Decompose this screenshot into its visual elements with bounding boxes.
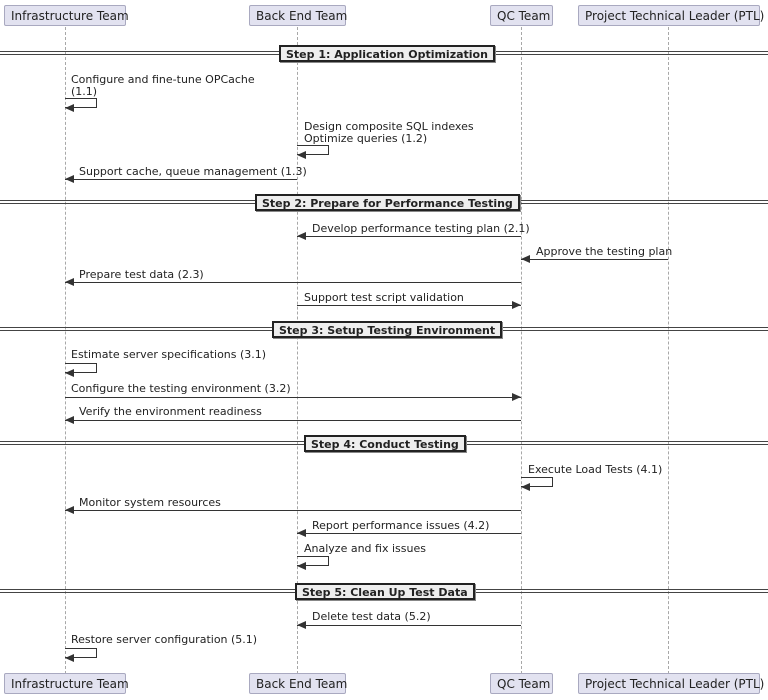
message-label-5-1: Restore server configuration (5.1) — [71, 633, 258, 646]
message-label-5-2: Delete test data (5.2) — [312, 610, 431, 623]
lifeline-qc-team — [521, 27, 522, 674]
message-label-analyze-fix: Analyze and fix issues — [304, 542, 426, 555]
step-2-label: Step 2: Prepare for Performance Testing — [255, 194, 520, 211]
arrowhead-left-icon — [297, 562, 306, 570]
arrowhead-left-icon — [521, 255, 530, 263]
lifeline-back-end-team — [297, 27, 298, 674]
message-label-1-2: Design composite SQL indexes Optimize queries (1.2) — [304, 120, 474, 145]
arrowhead-left-icon — [65, 369, 74, 377]
arrowhead-left-icon — [297, 621, 306, 629]
step-4-label: Step 4: Conduct Testing — [304, 435, 466, 452]
arrowhead-left-icon — [297, 529, 306, 537]
message-arrow — [65, 510, 521, 511]
participant-infrastructure-team-top: Infrastructure Team — [4, 5, 126, 26]
message-arrow — [65, 179, 297, 180]
message-arrow — [297, 236, 521, 237]
message-arrow — [297, 533, 521, 534]
message-arrow — [65, 282, 521, 283]
lifeline-infrastructure-team — [65, 27, 66, 674]
step-5-label: Step 5: Clean Up Test Data — [295, 583, 475, 600]
participant-ptl-top: Project Technical Leader (PTL) — [578, 5, 760, 26]
arrowhead-right-icon — [512, 393, 521, 401]
participant-back-end-team-bottom: Back End Team — [249, 673, 346, 694]
message-label-script-validation: Support test script validation — [304, 291, 464, 304]
message-label-1-3: Support cache, queue management (1.3) — [79, 165, 307, 178]
message-arrow — [65, 420, 521, 421]
arrowhead-right-icon — [512, 301, 521, 309]
arrowhead-left-icon — [297, 151, 306, 159]
message-arrow — [65, 397, 521, 398]
lifeline-ptl — [668, 27, 669, 674]
participant-qc-team-top: QC Team — [490, 5, 553, 26]
message-label-4-1: Execute Load Tests (4.1) — [528, 463, 663, 476]
arrowhead-left-icon — [297, 232, 306, 240]
participant-qc-team-bottom: QC Team — [490, 673, 553, 694]
arrowhead-left-icon — [65, 104, 74, 112]
arrowhead-left-icon — [65, 175, 74, 183]
arrowhead-left-icon — [65, 654, 74, 662]
arrowhead-left-icon — [521, 483, 530, 491]
message-label-approve: Approve the testing plan — [536, 245, 673, 258]
participant-ptl-bottom: Project Technical Leader (PTL) — [578, 673, 760, 694]
arrowhead-left-icon — [65, 416, 74, 424]
arrowhead-left-icon — [65, 506, 74, 514]
step-1-label: Step 1: Application Optimization — [279, 45, 495, 62]
message-label-4-2: Report performance issues (4.2) — [312, 519, 490, 532]
message-arrow — [521, 259, 668, 260]
participant-infrastructure-team-bottom: Infrastructure Team — [4, 673, 126, 694]
participant-back-end-team-top: Back End Team — [249, 5, 346, 26]
message-label-3-2: Configure the testing environment (3.2) — [71, 382, 291, 395]
message-label-1-1: Configure and fine-tune OPCache (1.1) — [71, 73, 255, 98]
message-arrow — [297, 305, 521, 306]
message-label-monitor-resources: Monitor system resources — [79, 496, 221, 509]
message-label-3-1: Estimate server specifications (3.1) — [71, 348, 267, 361]
message-label-verify-readiness: Verify the environment readiness — [79, 405, 262, 418]
message-arrow — [297, 625, 521, 626]
message-label-2-1: Develop performance testing plan (2.1) — [312, 222, 530, 235]
message-label-2-3: Prepare test data (2.3) — [79, 268, 204, 281]
arrowhead-left-icon — [65, 278, 74, 286]
step-3-label: Step 3: Setup Testing Environment — [272, 321, 502, 338]
